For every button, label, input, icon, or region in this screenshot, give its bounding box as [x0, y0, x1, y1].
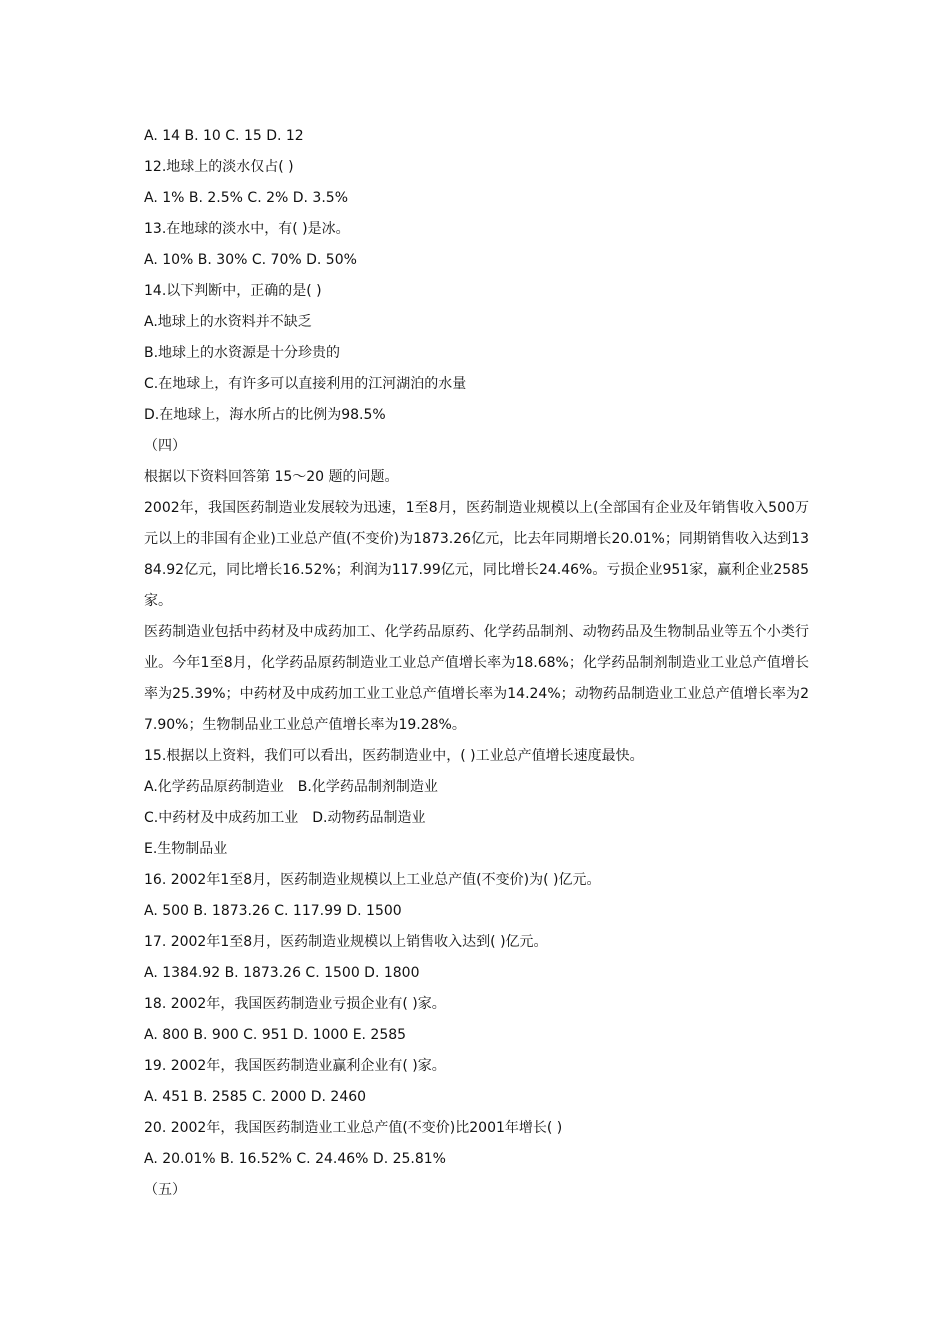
options-15-cd: C.中药材及中成药加工业 D.动物药品制造业	[144, 810, 426, 826]
option-14-b: B.地球上的水资源是十分珍贵的	[144, 345, 341, 361]
question-16: 16. 2002年1至8月，医药制造业规模以上工业总产值(不变价)为( )亿元。	[144, 872, 601, 888]
options-15-ab: A.化学药品原药制造业 B.化学药品制剂制造业	[144, 779, 438, 795]
question-13: 13.在地球的淡水中，有( )是冰。	[144, 221, 350, 237]
answer-options-18: A. 800 B. 900 C. 951 D. 1000 E. 2585	[144, 1027, 407, 1043]
answer-options-17: A. 1384.92 B. 1873.26 C. 1500 D. 1800	[144, 965, 420, 981]
section-instruction: 根据以下资料回答第 15～20 题的问题。	[144, 469, 399, 485]
option-15-e: E.生物制品业	[144, 841, 228, 857]
answer-options-12: A. 1% B. 2.5% C. 2% D. 3.5%	[144, 190, 348, 206]
question-15: 15.根据以上资料，我们可以看出，医药制造业中，( )工业总产值增长速度最快。	[144, 748, 644, 764]
question-14: 14.以下判断中，正确的是( )	[144, 283, 322, 299]
document-page	[144, 121, 809, 1206]
section-heading-5: （五）	[144, 1182, 186, 1198]
answer-options-11: A. 14 B. 10 C. 15 D. 12	[144, 128, 304, 144]
option-14-d: D.在地球上，海水所占的比例为98.5%	[144, 407, 386, 423]
section-heading-4: （四）	[144, 438, 186, 454]
answer-options-16: A. 500 B. 1873.26 C. 117.99 D. 1500	[144, 903, 402, 919]
question-18: 18. 2002年，我国医药制造业亏损企业有( )家。	[144, 996, 446, 1012]
answer-options-19: A. 451 B. 2585 C. 2000 D. 2460	[144, 1089, 367, 1105]
passage-paragraph-1: 2002年，我国医药制造业发展较为迅速，1至8月，医药制造业规模以上(全部国有企业及年销售收入500万元以上的非国有企业)工业总产值(不变价)为1873.26亿元，比去年同期增长20.01%；同期销售收入达到1384.92亿元，同比增长16.52%；利润为117.99亿元，同比增长24.46%。亏损企业951家，赢利企业2585家。	[144, 500, 809, 609]
option-14-c: C.在地球上，有许多可以直接利用的江河湖泊的水量	[144, 376, 467, 392]
question-17: 17. 2002年1至8月，医药制造业规模以上销售收入达到( )亿元。	[144, 934, 548, 950]
question-12: 12.地球上的淡水仅占( )	[144, 159, 294, 175]
question-20: 20. 2002年，我国医药制造业工业总产值(不变价)比2001年增长( )	[144, 1120, 563, 1136]
passage-paragraph-2: 医药制造业包括中药材及中成药加工、化学药品原药、化学药品制剂、动物药品及生物制品业等五个小类行业。今年1至8月，化学药品原药制造业工业总产值增长率为18.68%；化学药品制剂制造业工业总产值增长率为25.39%；中药材及中成药加工业工业总产值增长率为14.24%；动物药品制造业工业总产值增长率为27.90%；生物制品业工业总产值增长率为19.28%。	[144, 624, 809, 733]
option-14-a: A.地球上的水资料并不缺乏	[144, 314, 312, 330]
answer-options-13: A. 10% B. 30% C. 70% D. 50%	[144, 252, 357, 268]
question-19: 19. 2002年，我国医药制造业赢利企业有( )家。	[144, 1058, 446, 1074]
answer-options-20: A. 20.01% B. 16.52% C. 24.46% D. 25.81%	[144, 1151, 446, 1167]
